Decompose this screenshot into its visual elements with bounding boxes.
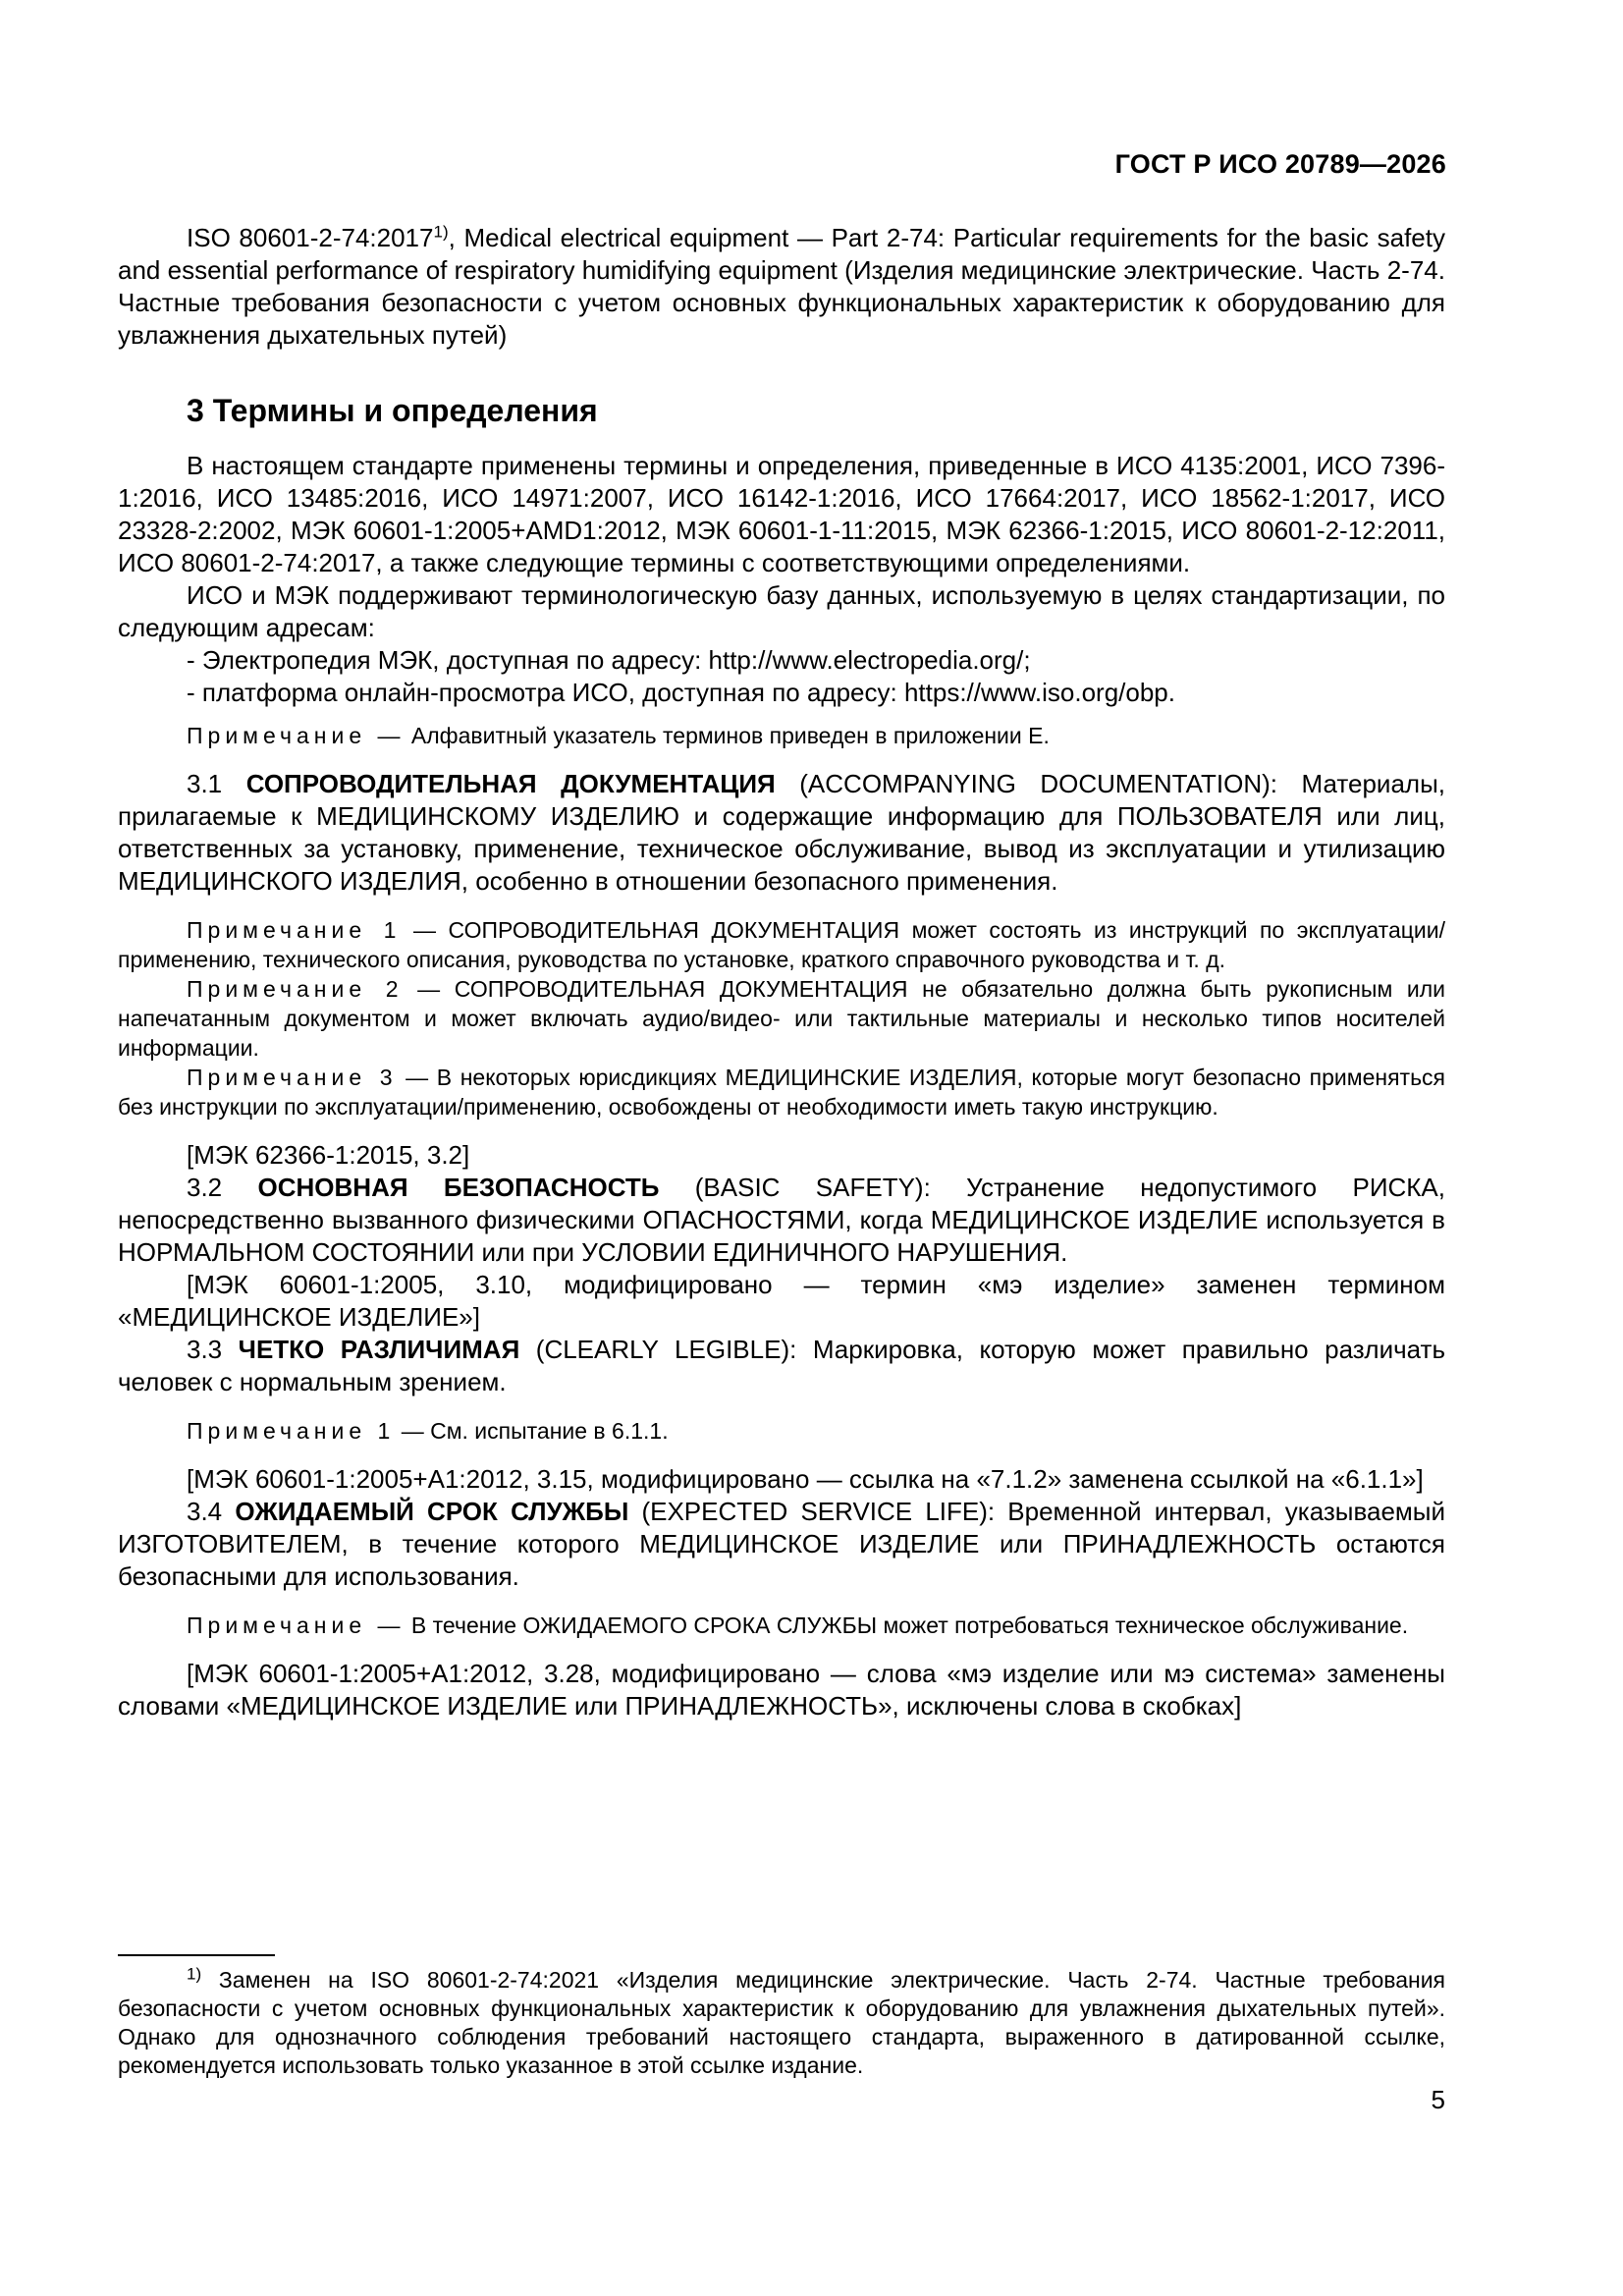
- note-text: — В некоторых юрисдикциях МЕДИЦИНСКИЕ ИЗДЕЛИЯ, которые могут безопасно применяться без инструкции по эксплуатации/применению, освобождены от необходимости иметь такую инструкцию.: [118, 1065, 1446, 1120]
- term-3-1-note-3: [118, 1063, 1445, 1121]
- term-3-3-note-1: [118, 1416, 1445, 1446]
- db-item-electropedia[interactable]: - Электропедия МЭК, доступная по адресу: http://www.electropedia.org/;: [187, 645, 1031, 675]
- term-name: ОСНОВНАЯ БЕЗОПАСНОСТЬ: [257, 1173, 660, 1202]
- note-label: Примечание 2: [187, 976, 404, 1002]
- note-text: Алфавитный указатель терминов приведен в приложении Е.: [405, 723, 1050, 748]
- document-id-header: ГОСТ Р ИСО 20789—2026: [1114, 149, 1446, 179]
- note-label: Примечание 1: [187, 1418, 396, 1444]
- term-number: 3.3: [187, 1335, 239, 1364]
- term-3-3-source: [МЭК 60601-1:2005+A1:2012, 3.15, модифицировано — ссылка на «7.1.2» заменена ссылкой на «6.1.1»]: [187, 1464, 1424, 1494]
- term-3-1-source: [МЭК 62366-1:2015, 3.2]: [187, 1140, 470, 1170]
- reference-code: ISO 80601-2-74:2017: [187, 223, 434, 252]
- note-text: — См. испытание в 6.1.1.: [395, 1418, 669, 1444]
- term-number: 3.4: [187, 1497, 236, 1526]
- section-3-intro: В настоящем стандарте применены термины и определения, приведенные в ИСО 4135:2001, ИСО 7396-1:2016, ИСО 13485:2016, ИСО 14971:2007, ИСО 16142-1:2016, ИСО 17664:2017, ИСО 18562-1:2017, ИСО 23328-2:2002, МЭК 60601-1:2005+AMD1:2012, МЭК 60601-1-11:2015, МЭК 62366-1:2015, ИСО 80601-2-12:2011, ИСО 80601-2-74:2017, а также следующие термины с соответствующими определениями.: [118, 451, 1445, 577]
- note-label: Примечание 1: [187, 917, 402, 943]
- note-label: Примечание 3: [187, 1065, 398, 1090]
- footnote-separator: [118, 1954, 275, 1956]
- section-3-note: [118, 721, 1445, 750]
- term-3-4-note: [118, 1611, 1445, 1640]
- db-item-iso-obp[interactable]: - платформа онлайн-просмотра ИСО, доступная по адресу: https://www.iso.org/obp.: [187, 678, 1175, 707]
- footnote-marker[interactable]: 1): [433, 222, 449, 242]
- page-number: 5: [1431, 2085, 1445, 2114]
- term-number: 3.1: [187, 769, 246, 798]
- term-3-2-source: [МЭК 60601-1:2005, 3.10, модифицировано — термин «мэ изделие» заменен термином «МЕДИЦИНСКОЕ ИЗДЕЛИЕ»]: [118, 1270, 1445, 1332]
- note-text: — СОПРОВОДИТЕЛЬНАЯ ДОКУМЕНТАЦИЯ может состоять из инструкций по эксплуатации/применению, технического описания, руководства по установке, краткого справочного руководства и т. д.: [118, 917, 1445, 972]
- term-3-4: [118, 1496, 1445, 1593]
- term-name: ОЖИДАЕМЫЙ СРОК СЛУЖБЫ: [235, 1497, 629, 1526]
- term-name: ЧЕТКО РАЗЛИЧИМАЯ: [238, 1335, 520, 1364]
- term-3-1-note-1: [118, 915, 1445, 974]
- reference-title: , Medical electrical equipment — Part 2-74: Particular requirements for the basic safety and essential performance of respiratory humidifying equipment (Изделия медицинские электрические. Часть 2-74. Частные требования безопасности с учетом основных функциональных характеристик к оборудованию для увлажнения дыхательных путей): [118, 223, 1445, 350]
- term-3-4-source: [МЭК 60601-1:2005+A1:2012, 3.28, модифицировано — слова «мэ изделие или мэ система» заменены словами «МЕДИЦИНСКОЕ ИЗДЕЛИЕ или ПРИНАДЛЕЖНОСТЬ», исключены слова в скобках]: [118, 1659, 1445, 1721]
- term-definition: (CLEARLY LEGIBLE): Маркировка, которую может правильно различать человек с нормальным зрением.: [118, 1335, 1445, 1396]
- term-3-1-note-2: [118, 974, 1445, 1063]
- note-text: В течение ОЖИДАЕМОГО СРОКА СЛУЖБЫ может потребоваться техническое обслуживание.: [405, 1613, 1409, 1638]
- note-label: Примечание —: [187, 1613, 406, 1638]
- term-name: СОПРОВОДИТЕЛЬНАЯ ДОКУМЕНТАЦИЯ: [245, 769, 776, 798]
- term-number: 3.2: [187, 1173, 258, 1202]
- note-label: Примечание —: [187, 723, 406, 748]
- term-3-3: [118, 1334, 1445, 1398]
- term-definition: (EXPECTED SERVICE LIFE): Временной интервал, указываемый ИЗГОТОВИТЕЛЕМ, в течение которого МЕДИЦИНСКОЕ ИЗДЕЛИЕ или ПРИНАДЛЕЖНОСТЬ остаются безопасными для использования.: [118, 1497, 1445, 1591]
- normative-reference-iso-80601-2-74: [118, 222, 1445, 352]
- note-text: — СОПРОВОДИТЕЛЬНАЯ ДОКУМЕНТАЦИЯ не обязательно должна быть рукописным или напечатанным документом и может включать аудио/видео- или тактильные материалы и несколько типов носителей информации.: [118, 976, 1445, 1061]
- term-3-2: [118, 1172, 1445, 1269]
- term-definition: (ACCOMPANYING DOCUMENTATION): Материалы, прилагаемые к МЕДИЦИНСКОМУ ИЗДЕЛИЮ и содержащие информацию для ПОЛЬЗОВАТЕЛЯ или лиц, ответственных за установку, применение, техническое обслуживание, вывод из эксплуатации и утилизацию МЕДИЦИНСКОГО ИЗДЕЛИЯ, особенно в отношении безопасного применения.: [118, 769, 1445, 896]
- footnote-mark: 1): [187, 1964, 202, 1984]
- terminology-db-intro: ИСО и МЭК поддерживают терминологическую базу данных, используемую в целях стандартизации, по следующим адресам:: [118, 580, 1445, 642]
- footnote-text: Заменен на ISO 80601-2-74:2021 «Изделия медицинские электрические. Часть 2-74. Частные требования безопасности с учетом основных функциональных характеристик к оборудованию для увлажнения дыхательных путей». Однако для однозначного соблюдения требований настоящего стандарта, выраженного в датированной ссылке, рекомендуется использовать только указанное в этой ссылке издание.: [118, 1967, 1445, 2078]
- main-content: [118, 222, 1445, 1722]
- footnote-1: [118, 1966, 1445, 2080]
- section-3-heading: 3 Термины и определения: [187, 393, 598, 428]
- term-3-1: [118, 768, 1445, 898]
- term-definition: (BASIC SAFETY): Устранение недопустимого РИСКА, непосредственно вызванного физическими ОПАСНОСТЯМИ, когда МЕДИЦИНСКОЕ ИЗДЕЛИЕ используется в НОРМАЛЬНОМ СОСТОЯНИИ или при УСЛОВИИ ЕДИНИЧНОГО НАРУШЕНИЯ.: [118, 1173, 1445, 1267]
